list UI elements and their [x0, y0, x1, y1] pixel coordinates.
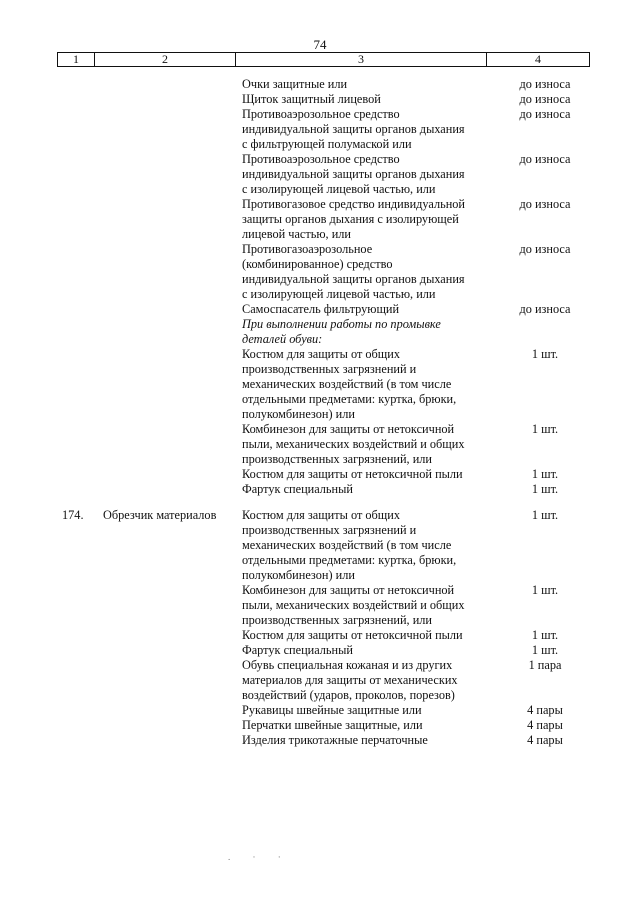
column-header-3: 3 [236, 53, 487, 67]
ppe-item-line: полукомбинезон) или [242, 407, 355, 421]
scan-specks: . · · [228, 852, 291, 862]
ppe-item-norm: 1 шт. [531, 347, 559, 361]
ppe-item-line: пыли, механических воздействий и общих [242, 437, 465, 451]
ppe-item-line: индивидуальной защиты органов дыхания [242, 122, 465, 136]
ppe-item-name [242, 467, 504, 482]
ppe-item-line: Изделия трикотажные перчаточные [242, 733, 428, 747]
ppe-item-line: Обувь специальная кожаная и из других [242, 658, 453, 672]
ppe-item-name [242, 107, 504, 152]
ppe-item-norm: 1 шт. [531, 422, 559, 436]
ppe-item-name [242, 77, 504, 92]
ppe-item-line: Противоаэрозольное средство [242, 152, 400, 166]
column-header-4: 4 [487, 53, 590, 67]
ppe-item-line: механических воздействий (в том числе [242, 538, 452, 552]
ppe-item-norm: до износа [519, 152, 571, 166]
ppe-item-norm: 1 пара [528, 658, 562, 672]
ppe-item-line: Перчатки швейные защитные, или [242, 718, 423, 732]
ppe-item-line: Очки защитные или [242, 77, 348, 91]
ppe-item-name [242, 658, 504, 703]
ppe-item-norm: 1 шт. [531, 583, 559, 597]
ppe-item-line: с изолирующей лицевой частью, или [242, 182, 436, 196]
ppe-item-norm: 1 шт. [531, 467, 559, 481]
ppe-item-line: с изолирующей лицевой частью, или [242, 287, 436, 301]
ppe-item-line: Комбинезон для защиты от нетоксичной [242, 422, 455, 436]
ppe-item-name [242, 302, 504, 317]
ppe-item-line: механических воздействий (в том числе [242, 377, 452, 391]
ppe-item-line: Самоспасатель фильтрующий [242, 302, 400, 316]
profession-name: Обрезчик материалов [103, 508, 217, 522]
ppe-item-line: производственных загрязнений, или [242, 613, 433, 627]
ppe-item-name [242, 92, 504, 107]
ppe-item-line: полукомбинезон) или [242, 568, 355, 582]
ppe-item-norm: до износа [519, 92, 571, 106]
column-header-2: 2 [95, 53, 236, 67]
ppe-item-line: отдельными предметами: куртка, брюки, [242, 553, 457, 567]
ppe-item-line: При выполнении работы по промывке [242, 317, 441, 331]
ppe-item-name [242, 583, 504, 628]
ppe-item-line: защиты органов дыхания с изолирующей [242, 212, 459, 226]
ppe-item-line: с фильтрующей полумаской или [242, 137, 412, 151]
ppe-item-line: Щиток защитный лицевой [242, 92, 381, 106]
ppe-item-line: Костюм для защиты от общих [242, 347, 400, 361]
ppe-item-name [242, 347, 504, 422]
column-header-table [57, 52, 590, 67]
ppe-item-line: пыли, механических воздействий и общих [242, 598, 465, 612]
ppe-item-norm: 1 шт. [531, 628, 559, 642]
item-number: 174. [62, 508, 84, 522]
ppe-item-norm: до износа [519, 242, 571, 256]
ppe-item-norm: до износа [519, 197, 571, 211]
ppe-item-line: воздействий (ударов, проколов, порезов) [242, 688, 455, 702]
ppe-item-norm: 4 пары [527, 733, 563, 747]
ppe-item-name [242, 152, 504, 197]
ppe-item-line: производственных загрязнений и [242, 523, 417, 537]
ppe-item-line: производственных загрязнений, или [242, 452, 433, 466]
ppe-item-line: Противоаэрозольное средство [242, 107, 400, 121]
ppe-item-line: Костюм для защиты от нетоксичной пыли [242, 467, 463, 481]
ppe-item-name [242, 317, 504, 347]
ppe-item-line: Костюм для защиты от общих [242, 508, 400, 522]
ppe-item-line: Костюм для защиты от нетоксичной пыли [242, 628, 463, 642]
ppe-item-name [242, 703, 504, 718]
ppe-item-line: деталей обуви: [242, 332, 323, 346]
ppe-item-name [242, 628, 504, 643]
ppe-item-norm: 4 пары [527, 718, 563, 732]
ppe-item-norm: до износа [519, 77, 571, 91]
ppe-item-line: Рукавицы швейные защитные или [242, 703, 422, 717]
ppe-item-line: лицевой частью, или [242, 227, 351, 241]
page-number: 74 [313, 37, 327, 52]
ppe-item-norm: 1 шт. [531, 482, 559, 496]
ppe-item-norm: до износа [519, 302, 571, 316]
ppe-item-line: (комбинированное) средство [242, 257, 393, 271]
ppe-item-name [242, 718, 504, 733]
ppe-item-name [242, 733, 504, 748]
ppe-item-line: Фартук специальный [242, 643, 353, 657]
ppe-item-line: отдельными предметами: куртка, брюки, [242, 392, 457, 406]
ppe-item-line: производственных загрязнений и [242, 362, 417, 376]
ppe-item-line: Противогазовое средство индивидуальной [242, 197, 466, 211]
ppe-item-norm: 1 шт. [531, 643, 559, 657]
ppe-item-name [242, 422, 504, 467]
ppe-item-line: Противогазоаэрозольное [242, 242, 373, 256]
ppe-item-line: материалов для защиты от механических [242, 673, 458, 687]
ppe-item-line: индивидуальной защиты органов дыхания [242, 272, 465, 286]
ppe-item-name [242, 242, 504, 302]
ppe-item-line: Комбинезон для защиты от нетоксичной [242, 583, 455, 597]
ppe-item-norm: 4 пары [527, 703, 563, 717]
ppe-item-line: индивидуальной защиты органов дыхания [242, 167, 465, 181]
ppe-item-name [242, 197, 504, 242]
ppe-item-norm: до износа [519, 107, 571, 121]
ppe-item-name [242, 482, 504, 497]
ppe-item-line: Фартук специальный [242, 482, 353, 496]
column-header-1: 1 [58, 53, 95, 67]
ppe-item-name [242, 643, 504, 658]
ppe-item-norm: 1 шт. [531, 508, 559, 522]
ppe-item-name [242, 508, 504, 583]
